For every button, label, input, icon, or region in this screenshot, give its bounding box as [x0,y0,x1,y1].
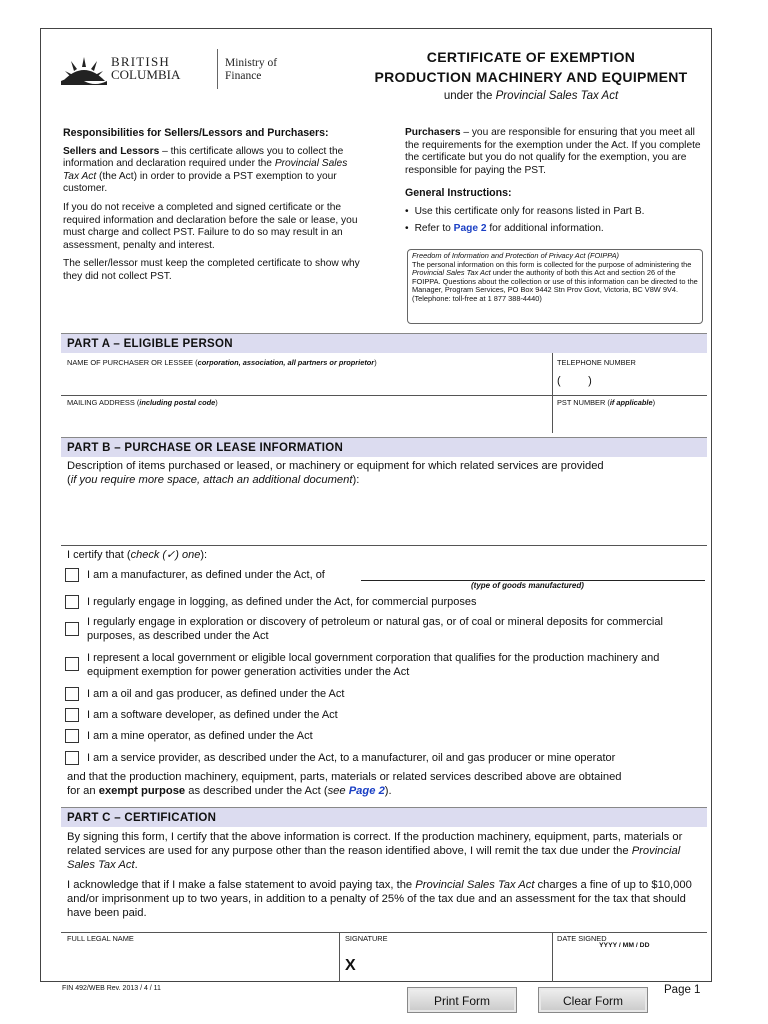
closing-line2 [67,784,707,798]
sellers-act: Provincial Sales Tax Act [63,158,348,182]
option-oil-gas: I am a oil and gas producer, as defined under the Act [87,688,345,700]
date-signed-label: DATE SIGNED [557,934,607,943]
service-provider-checkbox[interactable] [65,751,79,765]
signature-date-divider [552,932,553,982]
bc-sun-logo-icon [61,51,107,85]
instruction-suffix: for additional information. [486,222,604,234]
phone-label: TELEPHONE NUMBER [557,358,636,367]
address-label-italic: including postal code [139,398,216,407]
description-line2 [67,473,707,487]
acknowledgement-act: Provincial Sales Tax Act [415,879,535,891]
option-service-provider: I am a service provider, as described under the Act, to a manufacturer, oil and gas producer or mine operator [87,752,616,764]
option-logging: I regularly engage in logging, as defined under the Act, for commercial purposes [87,596,477,608]
desc2-close: ): [352,474,360,486]
phone-input[interactable]: ( ) [557,375,592,387]
pst-label-end: ) [652,398,656,407]
ministry-line2: Finance [225,70,262,82]
sellers-text1: – this certificate allows you to collect the information and declaration required under the [63,145,344,170]
closing-mid: as described under the Act ( [185,785,328,797]
acknowledgement-suffix: charges a fine of up to $10,000 and/or imprisonment up to two years, in addition to a penalty of 25% of the tax due and an assessment for the tax that should have been paid. [67,879,692,919]
signature-input[interactable]: X [345,957,356,974]
mine-operator-checkbox[interactable] [65,729,79,743]
sellers-paragraph [63,146,363,196]
mailing-address-input[interactable] [63,409,549,433]
responsibilities-column [63,127,363,290]
purchasers-text: – you are responsible for ensuring that you meet all the requirements for the exemption under the Act. If you complete the certificate but you do not qualify for the exemption, you are responsible for paying the PST. [405,127,701,176]
option-local-government: I represent a local government or eligible local government corporation that qualifies for the production machinery and equipment exemption for power generation activities under the Act [87,652,660,678]
manufacturer-checkbox[interactable] [65,568,79,582]
clear-form-button[interactable]: Clear Form [538,987,648,1013]
description-line1: Description of items purchased or leased, or machinery or equipment for which related services are provided [67,460,604,472]
certification-paragraph [67,830,705,872]
signature-row-line [61,932,707,933]
address-label-end: ) [215,398,218,407]
logo-line2: COLUMBIA [111,67,181,82]
instruction-item [415,223,705,236]
signature-label: SIGNATURE [345,934,388,943]
items-description-input[interactable] [63,491,703,545]
logo-wordmark [111,55,180,81]
purchaser-name-input[interactable] [63,369,549,395]
full-legal-name-label: FULL LEGAL NAME [67,934,134,943]
page2-link[interactable]: Page 2 [453,222,487,234]
option-exploration: I regularly engage in exploration or discovery of petroleum or natural gas, or of coal or mineral deposits for commercial purposes, as described under the Act [87,616,663,642]
pst-label-italic: if applicable [609,398,653,407]
acknowledgement-paragraph [67,878,705,920]
certify-italic: check (✓) one [130,549,201,561]
mailing-address-label [67,398,547,407]
certify-suffix: ): [200,549,208,561]
oil-gas-checkbox[interactable] [65,687,79,701]
responsibilities-heading: Responsibilities for Sellers/Lessors and Purchasers: [63,127,329,139]
form-frame [40,28,712,982]
part-b-header: PART B – PURCHASE OR LEASE INFORMATION [61,437,707,457]
closing-line1: and that the production machinery, equipment, parts, materials or related services described above are obtained [67,771,622,783]
purchaser-name-label [67,358,547,367]
foippa-act: Provincial Sales Tax Act [412,268,491,278]
page2-link[interactable]: Page 2 [348,785,385,797]
foippa-phone: (Telephone: toll-free at 1 877 388-4440) [412,293,542,303]
pst-label-text: PST NUMBER ( [557,398,610,407]
closing-prefix: for an [67,785,99,797]
exempt-purpose-text: exempt purpose [98,785,186,797]
desc2-open: ( [67,474,71,486]
software-developer-checkbox[interactable] [65,708,79,722]
date-signed-input[interactable] [557,951,705,979]
foippa-title: Freedom of Information and Protection of Privacy Act (FOIPPA) [412,251,620,260]
part-a-header: PART A – ELIGIBLE PERSON [61,333,707,353]
purchasers-paragraph [405,127,705,177]
instruction-item: • Use this certificate only for reasons listed in Part B. [415,206,705,219]
option-manufacturer: I am a manufacturer, as defined under the Act, of [87,569,325,581]
logo-line1: BRITISH [111,54,170,69]
certify-prefix: I certify that ( [67,549,131,561]
option-software-developer: I am a software developer, as defined under the Act [87,709,338,721]
keep-certificate-paragraph: The seller/lessor must keep the completed certificate to show why they did not collect PST. [63,258,360,282]
logo-divider [217,49,218,89]
title-line2: PRODUCTION MACHINERY AND EQUIPMENT [374,69,688,85]
name-signature-divider [339,932,340,982]
sellers-bold: Sellers and Lessors [63,145,160,157]
exploration-checkbox[interactable] [65,622,79,636]
certification-end: . [134,859,138,871]
ministry-line1: Ministry of [225,57,278,69]
date-format-hint: YYYY / MM / DD [599,942,650,949]
certification-act: Provincial Sales Tax Act [67,845,681,871]
foippa-notice [407,249,703,324]
instruction-prefix: Refer to [414,222,454,234]
pst-number-label [557,398,655,407]
title-line1: CERTIFICATE OF EXEMPTION [426,49,636,65]
form-id: FIN 492/WEB Rev. 2013 / 4 / 11 [62,985,161,992]
acknowledgement-prefix: I acknowledge that if I make a false statement to avoid paying tax, the [67,879,416,891]
desc2-italic: if you require more space, attach an additional document [70,474,353,486]
collect-pst-paragraph: If you do not receive a completed and signed certificate or the required information and declaration before the sale or lease, you must charge and collect PST. Failure to do so may result in an assessment, penalty and interest. [63,201,358,251]
page-number: Page 1 [664,984,701,996]
part-a-row-line [61,395,707,396]
foippa-text2: under the authority of both this Act and section 26 of the FOIPPA. Questions about the collection or use of this information can be directed to the Manager, Program Services, PO Box 9442 Stn Prov Govt, Victoria, BC V8W 9V4. [412,268,698,295]
purchasers-column [405,127,705,239]
closing-end: ). [384,785,392,797]
form-subtitle [351,90,711,102]
address-label-text: MAILING ADDRESS ( [67,398,140,407]
print-form-button[interactable]: Print Form [407,987,517,1013]
part-b-description [67,459,707,487]
local-government-checkbox[interactable] [65,657,79,671]
sellers-text2: (the Act) in order to provide a PST exemption to your customer. [63,170,337,195]
part-c-body [67,830,705,920]
form-title [351,47,711,87]
logging-checkbox[interactable] [65,595,79,609]
purchasers-bold: Purchasers [405,127,461,138]
full-legal-name-input[interactable] [63,943,337,979]
ministry-name [225,57,277,83]
certify-instruction [67,548,207,561]
name-label-end: ) [374,358,377,367]
instructions-list [405,206,705,235]
part-b-closing [67,770,707,798]
foippa-text1: The personal information on this form is collected for the purpose of administering the [412,259,692,269]
pst-number-input[interactable] [557,409,705,433]
instructions-heading: General Instructions: [405,187,512,200]
name-label-text: NAME OF PURCHASER OR LESSEE ( [67,358,198,367]
certification-text: By signing this form, I certify that the above information is correct. If the production machinery, equipment, parts, materials or related services are used for any purpose other than the reason identified above, I will remit the tax due under the [67,831,683,857]
part-a-divider [552,353,553,433]
bc-logo [61,47,301,95]
subtitle-prefix: under the [443,90,496,102]
foippa-body [412,261,698,295]
closing-see: see [327,785,349,797]
subtitle-act: Provincial Sales Tax Act [495,90,619,102]
description-bottom-line [61,545,707,546]
part-c-header: PART C – CERTIFICATION [61,807,707,827]
option-mine-operator: I am a mine operator, as defined under the Act [87,730,313,742]
goods-manufactured-label: (type of goods manufactured) [471,581,584,590]
name-label-italic: corporation, association, all partners or proprietor [197,358,375,367]
